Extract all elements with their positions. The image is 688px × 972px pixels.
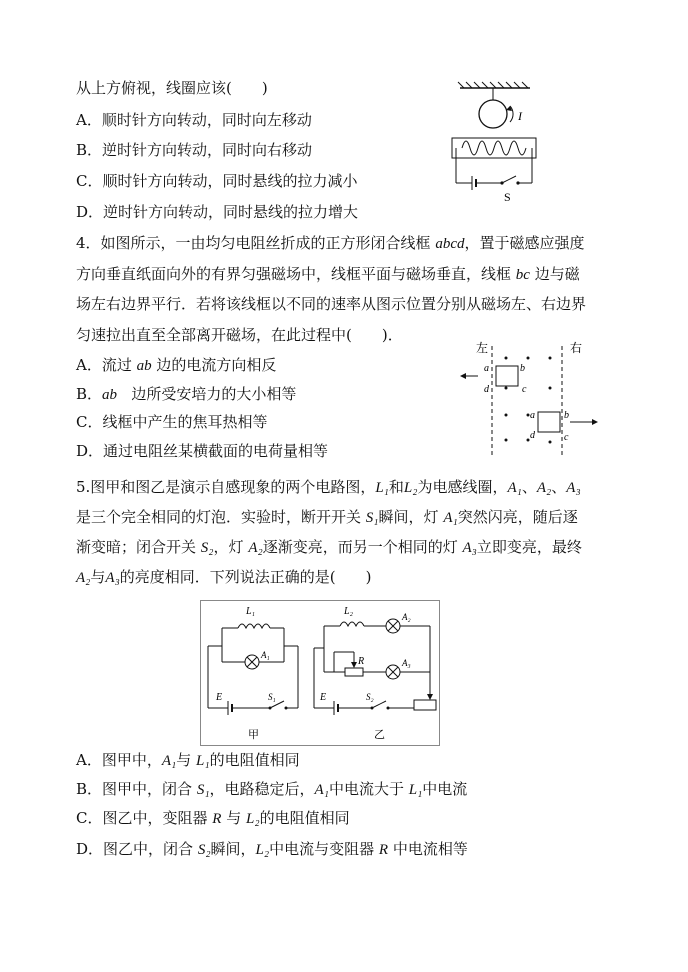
label-yi: 乙 xyxy=(374,729,385,741)
label-A1: A₁ xyxy=(261,650,270,660)
q5-option-c: C．图乙中，变阻器 R 与 L₂的电阻值相同 xyxy=(76,809,350,827)
q5-option-b: B．图甲中，闭合 S₁，电路稳定后，A₁中电流大于 L₁中电流 xyxy=(76,780,468,798)
left-boundary-label: 左 xyxy=(476,341,489,355)
current-label: I xyxy=(518,109,522,123)
label-a-right: a xyxy=(530,410,535,421)
q3-option-c: C．顺时针方向转动，同时悬线的拉力减小 xyxy=(76,172,358,190)
q4-magnetic-field-figure xyxy=(460,338,610,458)
label-R: R xyxy=(358,656,365,667)
q5-option-a: A．图甲中，A₁与 L₁的电阻值相同 xyxy=(76,751,300,769)
q3-option-d: D．逆时针方向转动，同时悬线的拉力增大 xyxy=(76,203,359,221)
q3-stem-tail: 从上方俯视，线圈应该( ) xyxy=(76,79,268,97)
solenoid-icon xyxy=(462,141,526,155)
switch-label: S xyxy=(504,190,511,204)
q3-coil-figure xyxy=(440,80,550,205)
q5-stem-line3: 渐变暗；闭合开关 S₂，灯 A₂逐渐变亮，而另一个相同的灯 A₃立即变亮，最终 xyxy=(76,538,582,556)
inductor-L1-icon xyxy=(238,624,270,628)
label-jia: 甲 xyxy=(248,729,259,741)
q5-option-d: D．图乙中，闭合 S₂瞬间，L₂中电流与变阻器 R 中电流相等 xyxy=(76,840,468,858)
q5-stem-line4: A₂与A₃的亮度相同．下列说法正确的是( ) xyxy=(76,568,372,586)
q4-stem-line3: 场左右边界平行．若将该线框以不同的速率从图示位置分别从磁场左、右边界 xyxy=(76,295,587,313)
label-S1: S₁ xyxy=(268,692,276,702)
q4-stem-line4: 匀速拉出直至全部离开磁场，在此过程中( )． xyxy=(76,326,403,344)
label-E2: E xyxy=(320,692,327,703)
label-b-left: b xyxy=(520,363,525,374)
label-d-right: d xyxy=(530,430,535,441)
label-E1: E xyxy=(216,692,223,703)
rheostat-R-icon xyxy=(345,668,363,676)
q4-stem-line2: 方向垂直纸面向外的有界匀强磁场中，线框平面与磁场垂直，线框 bc 边与磁 xyxy=(76,265,580,283)
label-L2: L₂ xyxy=(344,606,354,617)
label-a-left: a xyxy=(484,363,489,374)
label-d-left: d xyxy=(484,384,489,395)
q5-stem-line1: 5.图甲和图乙是演示自感现象的两个电路图，L₁和L₂为电感线圈，A₁、A₂、A₃ xyxy=(76,478,581,496)
q4-stem-line1: 4．如图所示，一由均匀电阻丝折成的正方形闭合线框 abcd，置于磁感应强度 xyxy=(76,234,585,252)
q3-option-a: A．顺时针方向转动，同时向左移动 xyxy=(76,111,312,129)
q3-option-b: B．逆时针方向转动，同时向右移动 xyxy=(76,141,313,159)
label-A3: A₃ xyxy=(402,658,411,668)
inductor-L2-icon xyxy=(340,622,364,626)
q4-option-b: B．ab 边所受安培力的大小相等 xyxy=(76,385,297,403)
q4-option-a: A．流过 ab 边的电流方向相反 xyxy=(76,356,277,374)
right-boundary-label: 右 xyxy=(570,341,583,355)
label-L1: L₁ xyxy=(246,606,256,617)
frame-left-icon xyxy=(496,366,518,386)
hanging-loop-icon xyxy=(479,100,507,128)
label-S2: S₂ xyxy=(366,692,374,702)
q5-stem-line2: 是三个完全相同的灯泡．实验时，断开开关 S₁瞬间，灯 A₁突然闪亮，随后逐 xyxy=(76,508,578,526)
q5-circuit-figure xyxy=(200,600,440,746)
q4-option-c: C．线框中产生的焦耳热相等 xyxy=(76,413,268,431)
label-b-right: b xyxy=(564,410,569,421)
frame-right-icon xyxy=(538,412,560,432)
q4-option-d: D．通过电阻丝某横截面的电荷量相等 xyxy=(76,442,329,460)
label-c-left: c xyxy=(522,384,527,395)
label-c-right: c xyxy=(564,432,569,443)
label-A2: A₂ xyxy=(402,612,411,622)
